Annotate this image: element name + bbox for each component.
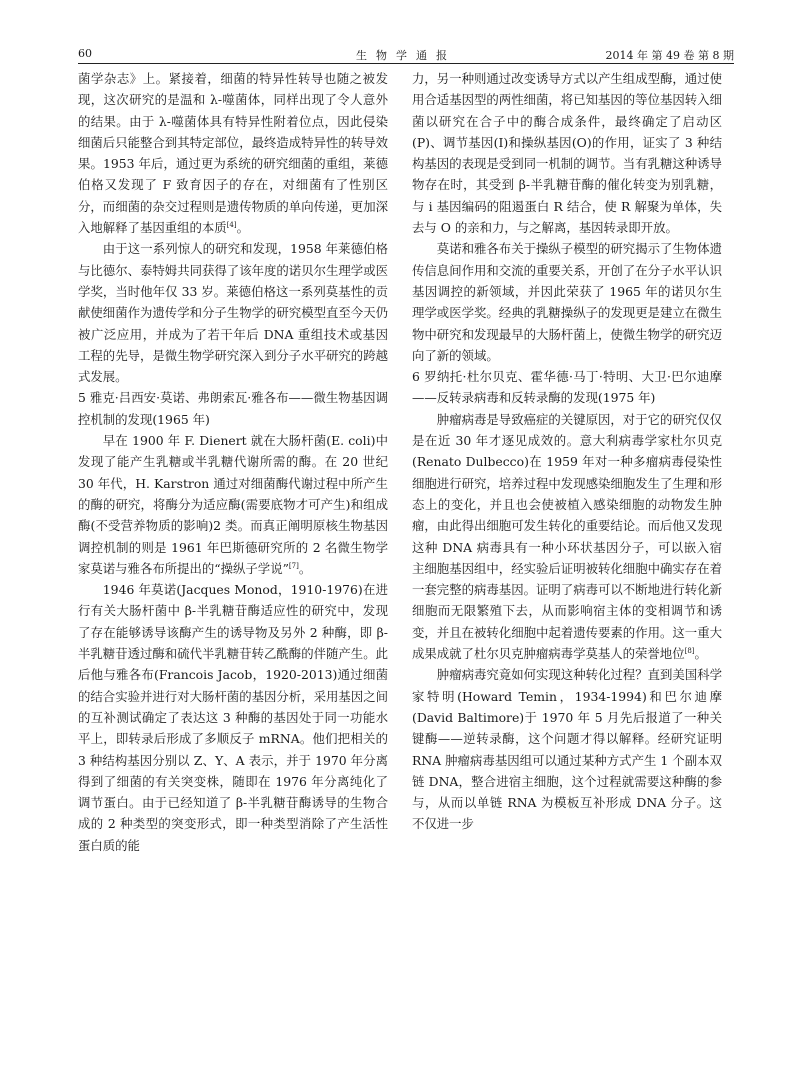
paragraph: 肿瘤病毒是导致癌症的关键原因，对于它的研究仅仅是在近 30 年才逐见成效的。意大利病毒学家杜尔贝克(Renato Dulbecco)在 1959 年对一种多瘤病毒侵染性细胞进行研究，培养过程中发现感染细胞发生了生理和形态上的变化，并且也会使被植入感染细胞的动物发生肿瘤，由此得出细胞可发生转化的重要结论。而后他又发现这种 DNA 病毒具有一种小环状基因分子，可以嵌入宿主细胞基因组中，经实验后证明被转化细胞中确实存在着一套完整的病毒基因。证明了病毒可以不断地进行转化新细胞而无限繁殖下去，从而影响宿主体的变相调节和诱变，并且在被转化细胞中起着遗传要素的作用。这一重大成果成就了杜尔贝克肿瘤病毒学莫基人的荣誉地位[8]。	[412, 411, 722, 662]
reference-marker: [4]	[226, 220, 237, 229]
paragraph: 由于这一系列惊人的研究和发现，1958 年莱德伯格与比德尔、泰特姆共同获得了该年度的诺贝尔生理学或医学奖，当时他年仅 33 岁。莱德伯格这一系列莫基性的贡献使细菌作为遗传学和分子生物学的研究模型直至今天仍被广泛应用，并成为了若干年后 DNA 重组技术或基因工程的先导，是微生物学研究深入到分子水平研究的跨越式发展。	[78, 241, 388, 385]
paragraph: 早在 1900 年 F. Dienert 就在大肠杆菌(E. coli)中发现了能产生乳糖或半乳糖代谢所需的酶。在 20 世纪 30 年代，H. Karstron 通过对细菌酶代谢过程中所产生的酶的研究，将酶分为适应酶(需要底物才可产生)和组成酶(不受营养物质的影响)2 类。而真正阐明原核生物基因调控机制的则是 1961 年巴斯德研究所的 2 名微生物学家莫诺与雅各布所提出的“操纵子学说”[7]。	[78, 433, 388, 576]
paragraph: 1946 年莫诺(Jacques Monod，1910-1976)在进行有关大肠杆菌中 β-半乳糖苷酶适应性的研究中，发现了存在能够诱导该酶产生的诱导物及另外 2 种酶，即 β-半乳糖苷透过酶和硫代半乳糖苷转乙酰酶的伴随产生。此后他与雅各布(Francois Jacob，1920-2013)通过细菌的结合实验并进行对大肠杆菌的基因分析，采用基因之间的互补测试确定了表达这 3 种酶的基因处于同一功能水平上，即转录后形成了多顺反子 mRNA。他们把相关的 3 种结构基因分别以 Z、Y、A 表示，并于 1970 年分离得到了细菌的有关突变株，随即在 1976 年分离纯化了调节蛋白。由于已经知道了 β-半乳糖苷酶诱导的生物合成的 2 种类型的突变形式，即一种类型消除了产生活性蛋白质的能	[78, 582, 388, 853]
page-number: 60	[78, 47, 92, 60]
reference-marker: [8]	[684, 646, 695, 655]
paragraph-text: 菌学杂志》上。紧接着，细菌的特异性转导也随之被发现，这次研究的是温和 λ-噬菌体，同样出现了令人意外的结果。由于 λ-噬菌体具有特异性附着位点，因此侵染细菌后只能整合到其特定部位，最终造成特异性的转导效果。1953 年后，通过更为系统的研究细菌的重组，莱德伯格又发现了 F 致育因子的存在，对细菌有了性别区分，而细菌的杂交过程则是遗传物质的单向传递，更加深入地解释了基因重组的本质	[78, 71, 388, 236]
paragraph: 肿瘤病毒究竟如何实现这种转化过程？直到美国科学家特明(Howard Temin，1934-1994)和巴尔迪摩(David Baltimore)于 1970 年 5 月先后报道了一种关键酶——逆转录酶，这个问题才得以解释。经研究证明 RNA 肿瘤病毒基因组可以通过某种方式产生 1 个副本双链 DNA，整合进宿主细胞，这个过程就需要这种酶的参与，从而以单链 RNA 为模板互补形成 DNA 分子。这不仅进一步	[412, 667, 722, 832]
paragraph: 力，另一种则通过改变诱导方式以产生组成型酶，通过使用合适基因型的两性细菌，将已知基因的等位基因转入细菌以研究在合子中的酶合成条件，最终确定了启动区(P)、调节基因(I)和操纵基因(O)的作用，证实了 3 种结构基因的表现是受到同一机制的调节。当有乳糖这种诱导物存在时，其受到 β-半乳糖苷酶的催化转变为别乳糖，与 i 基因编码的阻遏蛋白 R 结合，使 R 解聚为单体，失去与 O 的亲和力，与之解离，基因转录即开放。	[412, 71, 722, 236]
section-heading: 6 罗纳托·杜尔贝克、霍华德·马丁·特明、大卫·巴尔迪摩——反转录病毒和反转录酶的发现(1975 年)	[412, 369, 722, 406]
paragraph-text: 肿瘤病毒是导致癌症的关键原因，对于它的研究仅仅是在近 30 年才逐见成效的。意大利病毒学家杜尔贝克(Renato Dulbecco)在 1959 年对一种多瘤病毒侵染性细胞进行研究，培养过程中发现感染细胞发生了生理和形态上的变化，并且也会使被植入感染细胞的动物发生肿瘤，由此得出细胞可发生转化的重要结论。而后他又发现这种 DNA 病毒具有一种小环状基因分子，可以嵌入宿主细胞基因组中，经实验后证明被转化细胞中确实存在着一套完整的病毒基因。证明了病毒可以不断地进行转化新细胞而无限繁殖下去，从而影响宿主体的变相调节和诱变，并且在被转化细胞中起着遗传要素的作用。这一重大成果成就了杜尔贝克肿瘤病毒学莫基人的荣誉地位	[412, 411, 722, 662]
paragraph: 莫诺和雅各布关于操纵子模型的研究揭示了生物体遗传信息间作用和交流的重要关系，开创了在分子水平认识基因调控的新领域，并因此荣获了 1965 年的诺贝尔生理学或医学奖。经典的乳糖操纵子的发现更是建立在微生物中研究和发现最早的大肠杆菌上，使微生物学的研究迈向了新的领域。	[412, 241, 722, 363]
paragraph-text: 早在 1900 年 F. Dienert 就在大肠杆菌(E. coli)中发现了能产生乳糖或半乳糖代谢所需的酶。在 20 世纪 30 年代，H. Karstron 通过对细菌酶代谢过程中所产生的酶的研究，将酶分为适应酶(需要底物才可产生)和组成酶(不受营养物质的影响)2 类。而真正阐明原核生物基因调控机制的则是 1961 年巴斯德研究所的 2 名微生物学家莫诺与雅各布所提出的“操纵子学说”	[78, 433, 388, 576]
header-rule	[78, 63, 734, 64]
journal-title: 生物学通报	[356, 49, 456, 62]
left-column	[78, 68, 388, 856]
right-column	[412, 68, 722, 835]
paragraph: 菌学杂志》上。紧接着，细菌的特异性转导也随之被发现，这次研究的是温和 λ-噬菌体，同样出现了令人意外的结果。由于 λ-噬菌体具有特异性附着位点，因此侵染细菌后只能整合到其特定部位，最终造成特异性的转导效果。1953 年后，通过更为系统的研究细菌的重组，莱德伯格又发现了 F 致育因子的存在，对细菌有了性别区分，而细菌的杂交过程则是遗传物质的单向传递，更加深入地解释了基因重组的本质[4]。	[78, 71, 388, 236]
reference-marker: [7]	[288, 561, 299, 570]
issue-info: 2014 年 第 49 卷 第 8 期	[605, 49, 734, 62]
section-heading: 5 雅克·吕西安·莫诺、弗朗索瓦·雅各布——微生物基因调控机制的发现(1965 年)	[78, 390, 388, 427]
